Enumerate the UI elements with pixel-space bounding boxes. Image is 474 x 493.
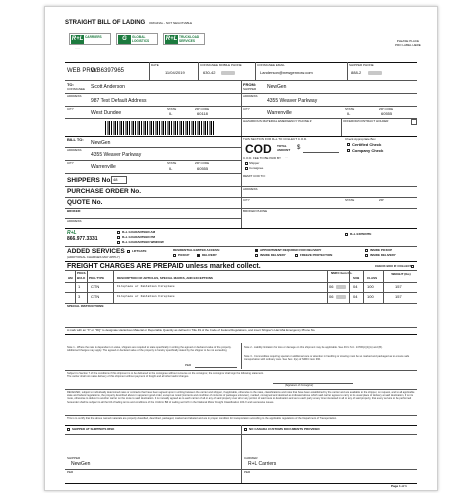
row-class: 100 — [367, 284, 374, 289]
consignee-city: West Dundee — [91, 110, 122, 116]
col-class: CLASS — [367, 276, 378, 280]
certified-check-checkbox[interactable] — [347, 143, 350, 146]
cod-currency: $ — [297, 145, 301, 151]
row-pkgs: 1 — [78, 284, 81, 289]
row-class: 100 — [367, 294, 374, 299]
row-nmfc: 06 — [329, 294, 334, 299]
footer-carrier-value: R+L Carriers — [248, 461, 277, 467]
consignee-address: 987 Test Default Address — [91, 98, 147, 104]
shippers-no-value: 48 — [113, 177, 118, 182]
added-services-subtitle: (ADDITIONAL CHARGES MAY APPLY) — [67, 255, 120, 259]
shipper-state-label: STATE — [345, 107, 355, 111]
bill-of-lading-page — [44, 6, 438, 491]
row-pkgs: 3 — [78, 294, 81, 299]
col-pkg-type: PKG.TYPE — [89, 276, 105, 280]
email-label: CONSIGNEE EMAIL — [257, 63, 285, 67]
note-3: Note 3 - Commodities requiring special or additional care or attention in handling or stowing must be so marked and packaged as to ensure safe transportation with ordinary care. See Sec. 2(e) of NMFC item 360. — [244, 355, 410, 362]
rl-phone: 866.977.3331 — [67, 236, 98, 242]
company-check-checkbox[interactable] — [347, 149, 350, 152]
residential-delivery-label: DELIVERY — [202, 253, 217, 257]
broker-phone-label: BROKER PHONE — [243, 209, 268, 213]
remit-address-label: ADDRESS — [243, 187, 258, 191]
truckload-logo: R+L TRUCKLOAD SERVICES — [163, 33, 205, 45]
liftgate-label: LIFTGATE — [132, 249, 147, 253]
shipper-address: 4355 Weaver Parkway — [267, 98, 318, 104]
bill-to-state: IL — [169, 166, 173, 171]
rl-service-logo: R+L — [67, 230, 77, 236]
consignee-address-label: ADDRESS — [67, 94, 82, 98]
bill-to-zip: 60555 — [197, 166, 209, 171]
residential-pickup-checkbox[interactable] — [173, 254, 176, 257]
web-pro-label: WEB PRO: — [67, 68, 98, 74]
cod-fee-label: C.O.D. FEE TO BE PAID BY — [243, 156, 282, 160]
shipper-city: Warrenville — [267, 110, 292, 116]
quote-label: QUOTE No. — [67, 199, 103, 206]
customs-checkbox[interactable] — [244, 428, 247, 431]
residential-label: RESIDENTIAL/LIMITED ACCESS: — [173, 248, 221, 252]
residential-delivery-checkbox[interactable] — [197, 254, 200, 257]
liftgate-checkbox[interactable] — [127, 250, 130, 253]
po-label: PURCHASE ORDER No. — [67, 188, 142, 195]
shipper-state: IL — [347, 111, 351, 116]
row-description: Fireplace or Imitation Fireplace — [117, 285, 175, 288]
bill-to-zip-label: ZIP CODE — [195, 161, 210, 165]
pro-label-placeholder: PLEASE PLACE PRO LABEL HERE — [395, 39, 421, 47]
hazmat-phone-label: HAZARDOUS MATERIAL EMERGENCY PHONE # — [243, 119, 312, 123]
consignee-zip-label: ZIP CODE — [195, 107, 210, 111]
inside-delivery-2-checkbox[interactable] — [365, 254, 368, 257]
col-nmfc: NMFC Item No. — [331, 271, 353, 275]
bill-to-city-label: CITY — [67, 161, 74, 165]
freeze-label: FREEZE PROTECTION — [300, 253, 333, 257]
certification-text: This is to certify that the above named materials are properly classified, described, packaged, marked and labeled and are in proper condition for transportation according to the applicable regulations of the Department of Transportation. — [67, 417, 337, 420]
hazmat-note: A mark with an "X" or "RQ" to designate Hazardous Material or Reportable Quantity as defined in Title 49 of the Code of Federal Regulations, and insert Shipper's Haz-Mat Emergency Phone No. — [67, 328, 316, 332]
document-title: STRAIGHT BILL OF LADING — [65, 20, 146, 26]
guaranteed-window-checkbox[interactable] — [117, 241, 120, 244]
bill-to-name: NewGen — [91, 140, 111, 146]
consignee-name: Scott Anderson — [91, 84, 125, 90]
date-value: 11/04/2019 — [165, 70, 185, 75]
footer-carrier-per-label: PER — [244, 470, 251, 474]
consignee-zip: 60118 — [197, 111, 208, 116]
section-7-text: Subject to Section 7 of the conditions if this shipment is to be delivered to the consignee without recourse on the consignor, the consignor shall sign the following statement. The carrier shall not make delivery of this shipment without payment of freight and all other lawful charges. — [67, 372, 264, 379]
remit-zip-label: ZIP — [379, 198, 384, 202]
consignee-phone-value: 630-42 — [203, 70, 216, 75]
bill-to-address-label: ADDRESS — [67, 148, 82, 152]
rl-carriers-logo: R+L CARRIERS — [69, 33, 111, 45]
per-label: PER — [185, 363, 192, 367]
collect-label: CHECK BOX IF COLLECT — [375, 264, 412, 268]
cod-label: COD — [245, 142, 272, 156]
shipper-zip-label: ZIP CODE — [379, 107, 394, 111]
rl-address-text: ····· — [75, 46, 80, 50]
col-sub: SUB — [353, 276, 360, 280]
barcode — [105, 121, 215, 135]
redacted-phone — [221, 71, 235, 75]
note-1: Note 1 - Where the rate is dependent on value, shippers are required to state specifically in writing the agreed or declared value of the property. Additional Charges may apply. The agreed or declared value of the property is hereby specifically stated by the shipper to be not exceeding — [67, 346, 232, 353]
special-instructions-label: SPECIAL INSTRUCTIONS: — [67, 304, 105, 308]
company-check-label: Company Check — [352, 148, 384, 153]
from-label: FROM: — [243, 82, 257, 87]
contract-holder-checkbox[interactable] — [411, 119, 417, 125]
to-label: TO: — [67, 82, 74, 87]
remit-city-label: CITY — [243, 198, 250, 202]
shipper-address-label: ADDRESS — [243, 94, 258, 98]
expedite-checkbox[interactable] — [345, 233, 348, 236]
consignee-phone-label: CONSIGNEE MOBILE PHONE — [200, 63, 242, 67]
consignee-state-label: STATE — [167, 107, 177, 111]
bill-to-label: BILL TO: — [67, 137, 84, 142]
consignor-signature-label: (Signature of Consignor) — [285, 384, 314, 387]
col-bulk: BULK — [77, 276, 86, 280]
footer-shipper-per-label: PER — [67, 470, 74, 474]
col-pkgs: PKGS. — [77, 271, 87, 275]
row-weight: 157 — [395, 294, 402, 299]
remit-cod-label: REMIT COD TO: — [243, 174, 266, 178]
row-type: CTN — [91, 284, 100, 289]
expedite-label: R+L EXPEDITE — [350, 232, 372, 236]
shipper-name: NewGen — [267, 84, 287, 90]
remit-state-label: STATE — [345, 198, 355, 202]
row-sub: 04 — [353, 294, 358, 299]
cod-section-label: THIS SECTION FOR R+L TO COLLECT C.O.D. — [243, 137, 307, 141]
shipper-label: SHIPPER — [243, 87, 257, 91]
cod-shipper-checkbox[interactable] — [245, 162, 248, 165]
certified-check-label: Certified Check — [352, 142, 382, 147]
page-number: Page 1 of 1 — [391, 484, 407, 488]
guaranteed-pm-checkbox[interactable] — [117, 236, 120, 239]
redacted-nmfc — [336, 295, 346, 299]
shipper-phone-value: 888-2 — [351, 70, 362, 75]
collect-checkbox[interactable] — [411, 265, 414, 268]
guaranteed-window-label: R+L GUARANTEED WINDOW — [122, 240, 164, 244]
shipper-city-label: CITY — [243, 107, 250, 111]
shipped-at-risk-label: SHIPPED AT SHIPPER'S RISK — [72, 427, 115, 431]
bill-to-state-label: STATE — [167, 161, 177, 165]
email-value: Landerson@newgennow.com — [260, 70, 313, 75]
redacted-shipper-phone — [368, 71, 382, 75]
broker-label: BROKER: — [67, 209, 81, 213]
guaranteed-pm-label: R+L GUARANTEED PM — [122, 235, 156, 239]
cod-shipper-label: Shipper — [249, 161, 260, 165]
consignee-city-label: CITY — [67, 107, 74, 111]
shipper-zip: 60555 — [381, 111, 393, 116]
payment-type-label: Check Appropriate Box — [345, 137, 376, 141]
freight-prepaid-banner: FREIGHT CHARGES ARE PREPAID unless marked collect. — [67, 263, 261, 270]
residential-pickup-label: PICKUP — [178, 253, 190, 257]
inside-pickup-label: INSIDE PICKUP — [370, 248, 393, 252]
cod-terms-text: ··· — [285, 156, 288, 159]
footer-shipper-label: SHIPPER — [67, 456, 81, 460]
row-nmfc: 06 — [329, 284, 334, 289]
shippers-no-label: SHIPPERS No. — [67, 177, 113, 184]
bill-to-address: 4355 Weaver Parkway — [91, 152, 142, 158]
footer-carrier-label: CARRIER — [244, 456, 258, 460]
date-label: DATE — [151, 63, 159, 67]
title-note: ORIGINAL - NOT NEGOTIABLE — [149, 21, 193, 25]
appointment-checkbox[interactable] — [255, 249, 258, 252]
freeze-checkbox[interactable] — [295, 254, 298, 257]
row-sub: 04 — [353, 284, 358, 289]
row-description: Fireplace or Imitation Fireplace — [117, 295, 175, 298]
footer-shipper-value: NewGen — [71, 461, 91, 467]
guaranteed-am-label: R+L GUARANTEED AM — [122, 230, 156, 234]
redacted-nmfc — [336, 285, 346, 289]
inside-delivery-label: INSIDE DELIVERY — [260, 253, 286, 257]
note-2: Note 2 - Liability limitation for loss or damage on this shipment may be applicable. See 49 U.S.C. 14706(c)(1)(A) and (B). — [244, 346, 383, 349]
cod-amount-label: TOTAL AMOUNT — [277, 144, 291, 152]
col-description: DESCRIPTION OF ARTICLES, SPECIAL MARKS, AND EXCEPTIONS — [117, 276, 213, 280]
col-hm: HM — [68, 276, 73, 280]
cod-consignee-checkbox[interactable] — [245, 167, 248, 170]
consignee-state: IL — [169, 111, 173, 116]
inside-delivery-checkbox[interactable] — [255, 254, 258, 257]
global-logistics-logo: G GLOBAL LOGISTICS — [116, 33, 158, 45]
bill-to-city: Warrenville — [91, 164, 116, 170]
added-services-title: ADDED SERVICES — [67, 248, 125, 255]
customs-label: NO CANADA CUSTOMS DOCUMENTS PROVIDED — [249, 427, 320, 431]
col-weight: WEIGHT (lbs) — [391, 272, 411, 276]
cod-consignee-label: Consignee — [249, 166, 264, 170]
consignee-label: CONSIGNEE — [67, 87, 86, 91]
row-weight: 157 — [395, 284, 402, 289]
inside-delivery-2-label: INSIDE DELIVERY — [370, 253, 396, 257]
inside-pickup-checkbox[interactable] — [365, 249, 368, 252]
shipper-phone-label: SHIPPER PHONE — [349, 63, 374, 67]
appointment-label: APPOINTMENT REQUIRED FOR DELIVERY — [260, 248, 322, 252]
received-terms: RECEIVED, subject to individually determined rates or contracts that have been agreed upon in writing between the carrier and shipper, if applicable, otherwise to the rates, classifications and rules that have been established by the carrier and are available to the shipper, on request, and to all applicable state and federal regulations, the property described above in apparent good order, except as noted (contents and condition of contents of packages unknown), marked, consigned and destined as indicated above which said carrier agrees to carry to its usual place of delivery at said destination, if on its route, otherwise to deliver to another carrier on the route to said destination. It is mutually agreed as to each carrier of all or any of said property over all or any portion of said route to destination and as to each party at any time interested in all or any of said property, that every service to be performed hereunder shall be subject to all the bill of lading terms and conditions of the Uniform Bill of Lading set forth in the National Motor Freight Classification 100-X and successive issues. — [67, 391, 415, 404]
contract-holder-label: OFFEROR/CONTRACT HOLDER — [343, 119, 389, 123]
shipped-at-risk-checkbox[interactable] — [67, 428, 70, 431]
web-pro-value: WB6397965 — [91, 68, 125, 74]
broker-address-label: ADDRESS — [67, 219, 82, 223]
guaranteed-am-checkbox[interactable] — [117, 231, 120, 234]
row-type: CTN — [91, 294, 100, 299]
